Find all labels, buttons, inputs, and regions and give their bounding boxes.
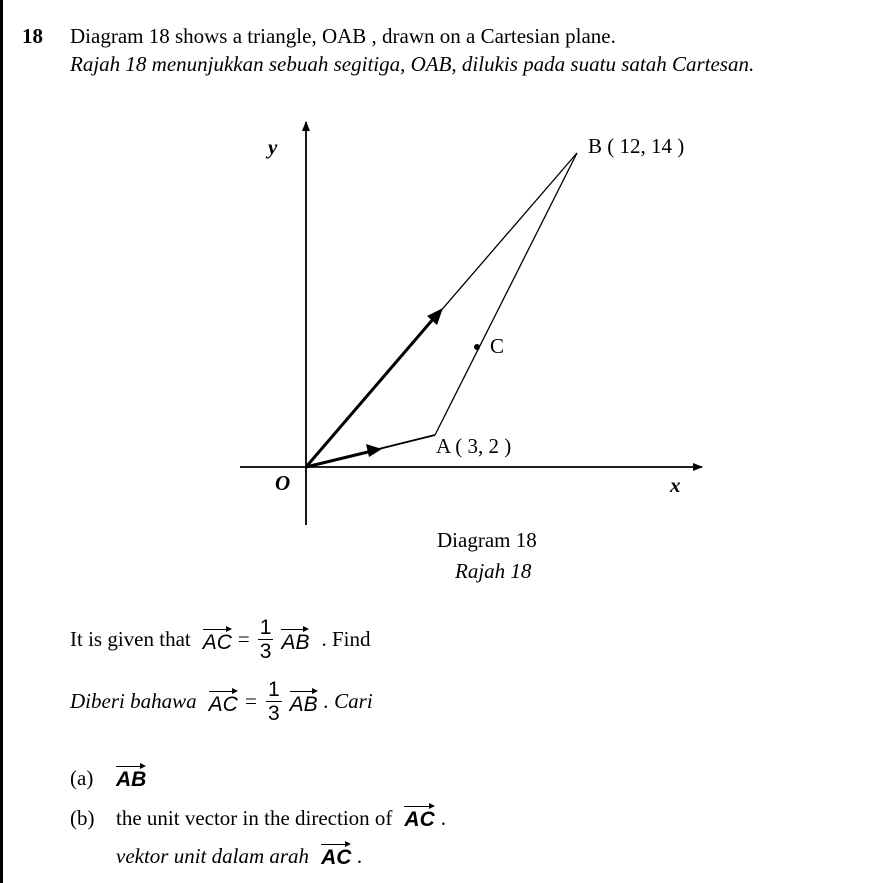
vector-ob-bold xyxy=(306,318,434,467)
part-a-vector-ab: AB xyxy=(116,764,146,792)
vector-ab-notation: AB xyxy=(281,625,309,655)
question-text-english: Diagram 18 shows a triangle, OAB , drawn on a Cartesian plane. xyxy=(70,24,616,48)
question-text-malay: Rajah 18 menunjukkan sebuah segitiga, OAB, dilukis pada suatu satah Cartesan. xyxy=(70,52,755,76)
point-b-label: B ( 12, 14 ) xyxy=(588,134,685,158)
fraction-denominator: 3 xyxy=(259,640,272,664)
part-b-malay xyxy=(116,842,363,870)
given-statement-english xyxy=(70,616,370,663)
part-a-label: (a) xyxy=(70,765,94,790)
given-lead-malay: Diberi bahawa xyxy=(70,689,197,714)
fraction-numerator: 1 xyxy=(267,678,280,701)
equals-sign: = xyxy=(237,627,250,652)
question-number: 18 xyxy=(22,24,43,48)
equals-sign: = xyxy=(243,689,258,714)
point-c-dot xyxy=(474,344,480,350)
side-ab xyxy=(435,153,577,435)
given-lead-english: It is given that xyxy=(70,627,191,652)
origin-label: O xyxy=(275,471,291,495)
y-axis-label: y xyxy=(268,135,278,159)
part-b-vector-ac: AC xyxy=(404,804,434,832)
given-tail-english: . Find xyxy=(321,627,371,652)
caption-english: Diagram 18 xyxy=(437,528,537,552)
part-b-malay-period: . xyxy=(357,843,363,868)
fraction-denominator: 3 xyxy=(267,702,280,726)
vector-ac-notation: AC xyxy=(209,687,238,717)
fraction-numerator: 1 xyxy=(259,616,272,639)
part-b-malay-vector-ac: AC xyxy=(321,842,351,870)
part-b-text-malay: vektor unit dalam arah xyxy=(116,843,310,868)
part-b-label: (b) xyxy=(70,805,95,830)
one-third-fraction xyxy=(258,616,274,663)
part-b-text-english: the unit vector in the direction of xyxy=(116,805,393,830)
point-c-label: C xyxy=(490,334,505,358)
part-b-period: . xyxy=(440,805,447,830)
vector-ac-notation: AC xyxy=(203,625,232,655)
vector-ab-notation: AB xyxy=(290,687,318,717)
one-third-fraction xyxy=(266,678,282,725)
point-a-label: A ( 3, 2 ) xyxy=(436,434,512,458)
x-axis-label: x xyxy=(670,473,681,497)
part-b xyxy=(70,804,446,832)
given-statement-malay xyxy=(70,678,373,725)
given-tail-malay: . Cari xyxy=(323,689,373,714)
caption-malay: Rajah 18 xyxy=(455,559,532,583)
part-a xyxy=(70,764,146,792)
vector-oa-arrowhead xyxy=(366,444,382,457)
